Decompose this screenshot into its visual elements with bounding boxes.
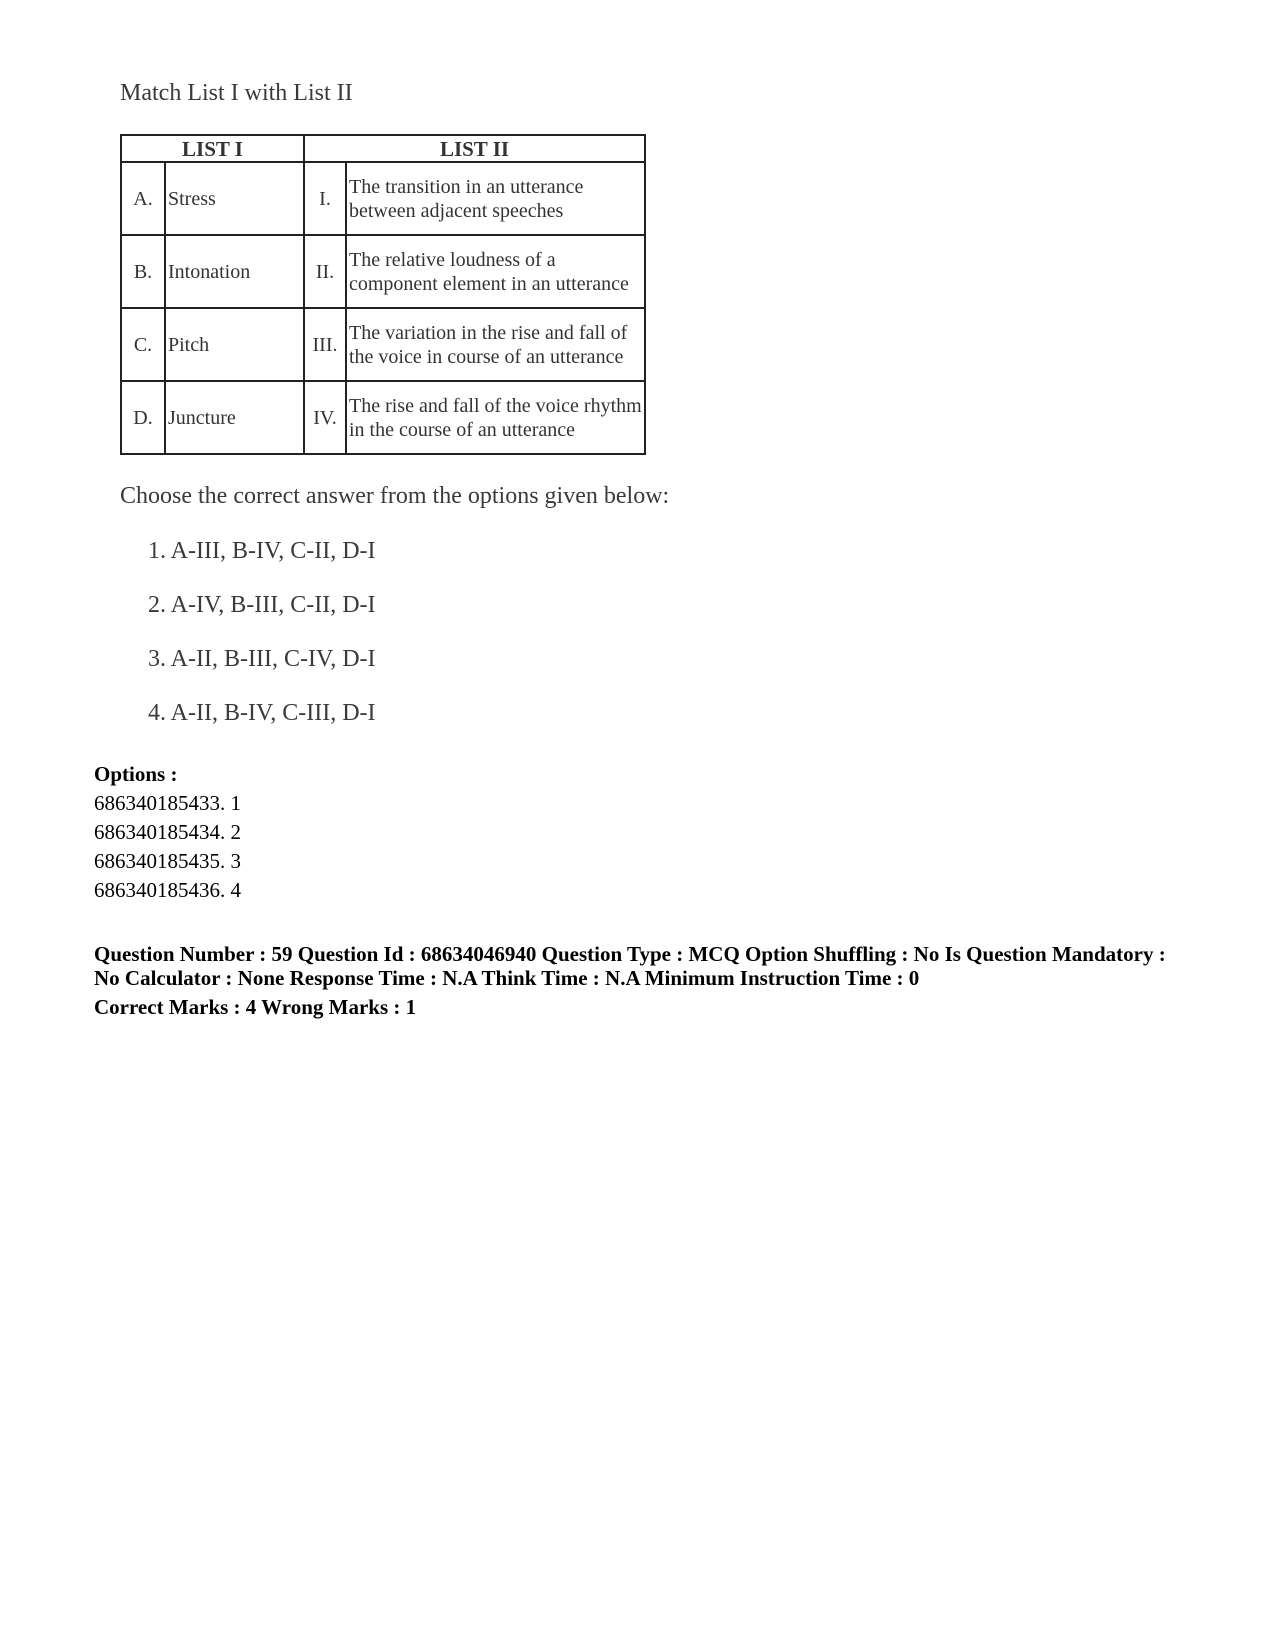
list-two-header: LIST II: [304, 135, 645, 162]
row-description: The transition in an utterance between adjacent speeches: [346, 162, 645, 235]
row-term: Intonation: [165, 235, 304, 308]
table-row: [121, 162, 645, 235]
table-row: [121, 381, 645, 454]
answer-choice: 1. A-III, B-IV, C-II, D-I: [148, 538, 376, 564]
question-meta: [94, 942, 1204, 1019]
table-row: [121, 235, 645, 308]
question-instruction: Match List I with List II: [120, 80, 353, 106]
question-image: [120, 78, 680, 726]
row-letter: C.: [121, 308, 165, 381]
row-term: Pitch: [165, 308, 304, 381]
row-term: Juncture: [165, 381, 304, 454]
option-item: 686340185434. 2: [94, 820, 241, 844]
option-item: 686340185436. 4: [94, 878, 241, 902]
row-roman: IV.: [304, 381, 346, 454]
answer-choice: 2. A-IV, B-III, C-II, D-I: [148, 592, 376, 618]
meta-line-2: No Calculator : None Response Time : N.A Think Time : N.A Minimum Instruction Time : 0: [94, 966, 920, 990]
meta-line-1: Question Number : 59 Question Id : 68634046940 Question Type : MCQ Option Shuffling : No Is Question Mandatory :: [94, 942, 1166, 966]
answer-choice: 4. A-II, B-IV, C-III, D-I: [148, 700, 376, 726]
row-description: The variation in the rise and fall of the voice in course of an utterance: [346, 308, 645, 381]
options-heading: Options :: [94, 762, 178, 786]
row-roman: III.: [304, 308, 346, 381]
row-roman: II.: [304, 235, 346, 308]
answer-choices-list: [148, 536, 376, 752]
option-item: 686340185433. 1: [94, 791, 241, 815]
row-roman: I.: [304, 162, 346, 235]
list-one-header: LIST I: [121, 135, 304, 162]
table-row: [121, 308, 645, 381]
options-block: [94, 760, 241, 905]
answer-choice: 3. A-II, B-III, C-IV, D-I: [148, 646, 376, 672]
row-letter: B.: [121, 235, 165, 308]
option-item: 686340185435. 3: [94, 849, 241, 873]
row-description: The relative loudness of a component element in an utterance: [346, 235, 645, 308]
row-term: Stress: [165, 162, 304, 235]
choose-prompt: Choose the correct answer from the options given below:: [120, 483, 670, 509]
match-table: [120, 134, 646, 455]
row-letter: A.: [121, 162, 165, 235]
table-header-row: [121, 135, 645, 162]
row-description: The rise and fall of the voice rhythm in the course of an utterance: [346, 381, 645, 454]
row-letter: D.: [121, 381, 165, 454]
marks-line: Correct Marks : 4 Wrong Marks : 1: [94, 995, 417, 1019]
